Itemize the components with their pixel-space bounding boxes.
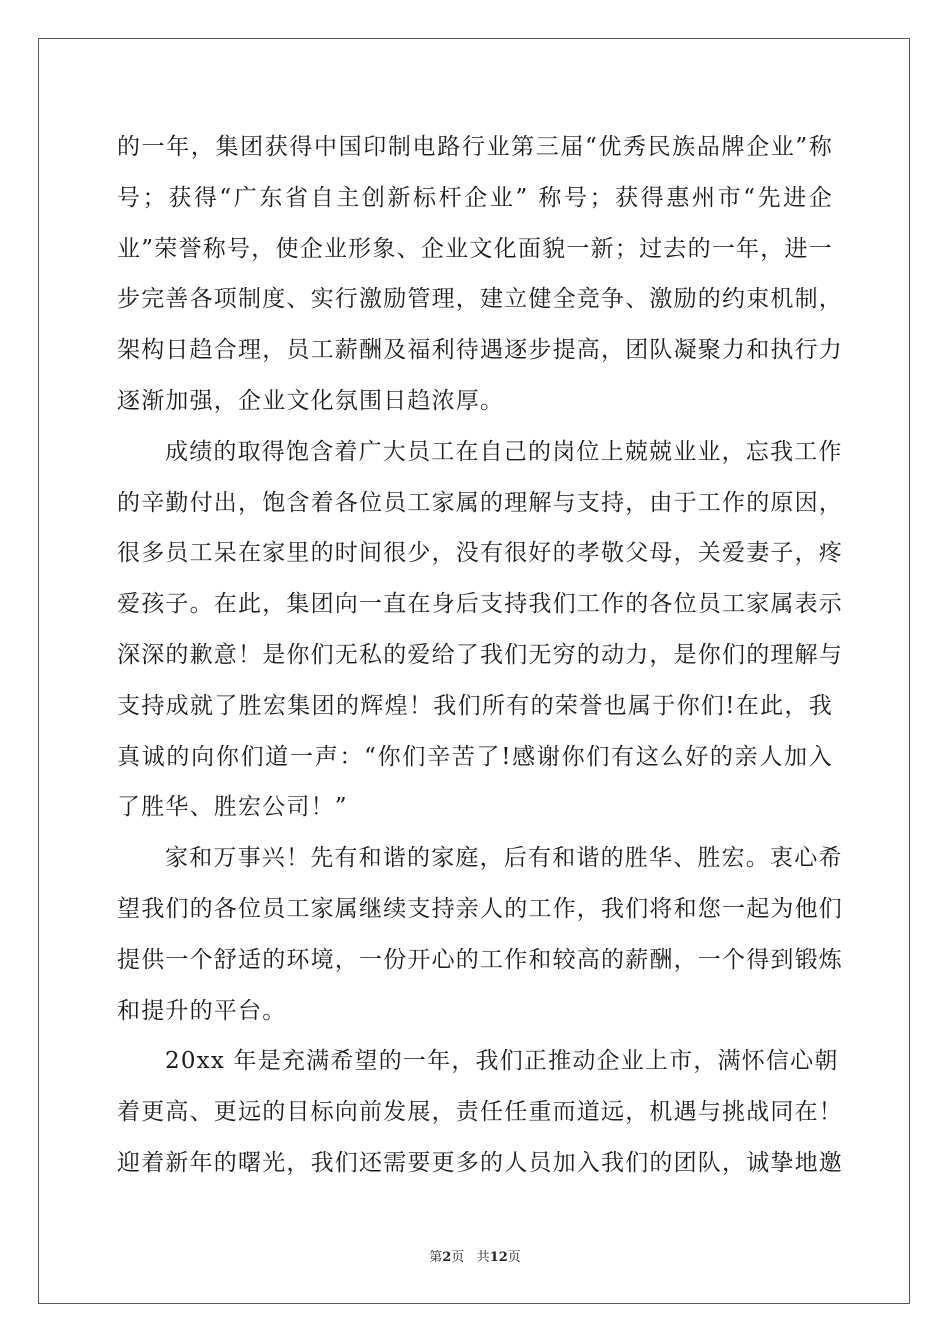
text-line: 号；获得“广东省自主创新标杆企业” 称号；获得惠州市“先进企 [117,184,833,211]
text-line: 爱孩子。在此，集团向一直在身后支持我们工作的各位员工家属表示 [117,591,843,618]
text-line: 深深的歉意！是你们无私的爱给了我们无穷的动力，是你们的理解与 [117,641,843,668]
text-line: 家和万事兴！先有和谐的家庭，后有和谐的胜华、胜宏。衷心希 [165,845,843,872]
text-line: 的辛勤付出，饱含着各位员工家属的理解与支持，由于工作的原因， [117,489,843,516]
text-line: 步完善各项制度、实行激励管理，建立健全竞争、激励的约束机制， [117,286,843,313]
text-line: 成绩的取得饱含着广大员工在自己的岗位上兢兢业业，忘我工作 [165,438,843,465]
total-pages: 12 [489,1250,508,1265]
text-line: 架构日趋合理，员工薪酬及福利待遇逐步提高，团队凝聚力和执行力 [117,337,843,364]
page-suffix: 页 [451,1250,465,1265]
text-line: 真诚的向你们道一声：“你们辛苦了!感谢你们有这么好的亲人加入 [117,743,833,770]
text-line: 迎着新年的曙光，我们还需要更多的人员加入我们的团队，诚挚地邀 [117,1149,843,1176]
page-number: 2 [442,1250,452,1265]
text-line: 提供一个舒适的环境，一份开心的工作和较高的薪酬，一个得到锻炼 [117,946,843,973]
text-line: 和提升的平台。 [117,997,287,1024]
total-suffix: 页 [507,1250,521,1265]
text-line: 业”荣誉称号，使企业形象、企业文化面貌一新；过去的一年，进一 [117,235,833,262]
text-line: 20xx 年是充满希望的一年，我们正推动企业上市，满怀信心朝 [165,1048,839,1075]
total-prefix: 共 [476,1250,490,1265]
paragraph-2 [117,427,843,833]
text-line: 的一年，集团获得中国印制电路行业第三届“优秀民族品牌企业”称 [117,134,833,160]
page-prefix: 第 [429,1250,443,1265]
paragraph-3 [117,833,843,1036]
page-footer [0,1246,950,1265]
paragraph-1 [117,122,843,427]
text-line: 望我们的各位员工家属继续支持亲人的工作，我们将和您一起为他们 [117,895,843,922]
text-line: 很多员工呆在家里的时间很少，没有很好的孝敬父母，关爱妻子，疼 [117,540,843,567]
paragraph-4 [117,1036,843,1188]
text-line: 逐渐加强，企业文化氛围日趋浓厚。 [117,387,505,414]
text-line: 了胜华、胜宏公司！” [117,794,348,821]
text-line: 着更高、更远的目标向前发展，责任任重而道远，机遇与挑战同在！ [117,1099,843,1126]
text-line: 支持成就了胜宏集团的辉煌！我们所有的荣誉也属于你们!在此，我 [117,692,833,719]
document-body [117,122,843,1189]
